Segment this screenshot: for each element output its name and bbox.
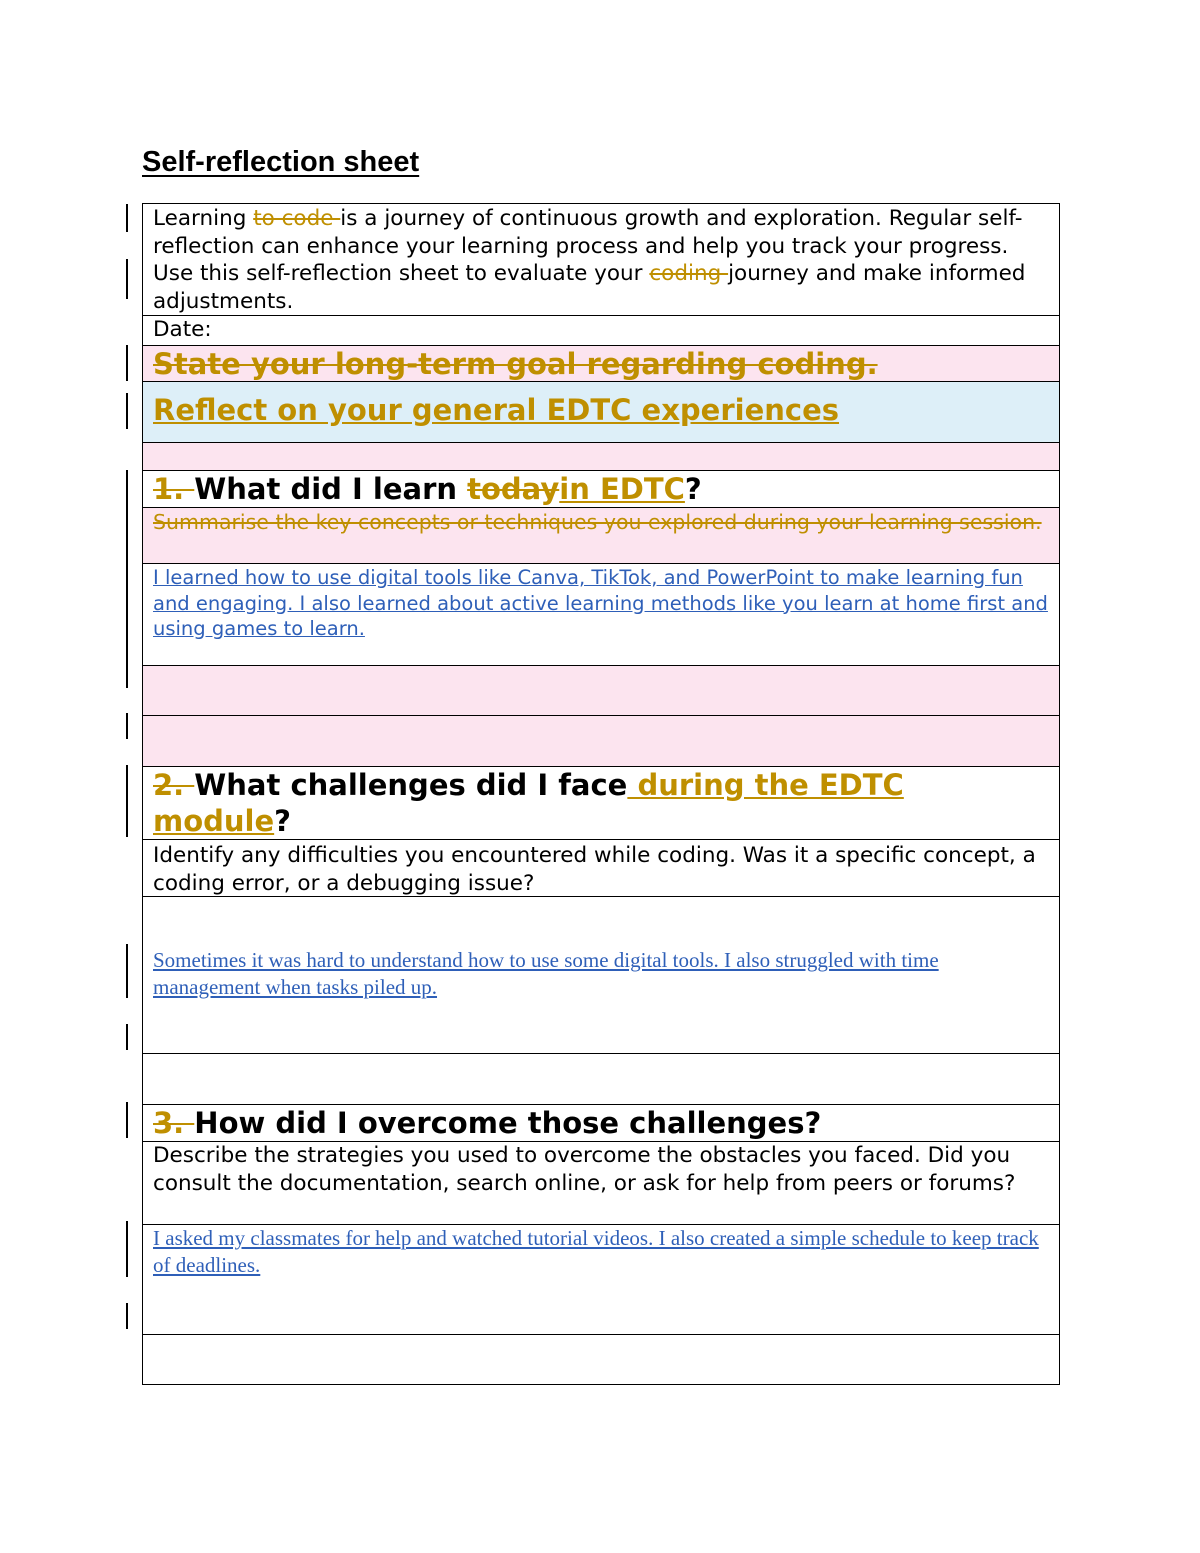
q3-answer: I asked my classmates for help and watched tutorial videos. I also created a simple schedule to keep track of deadlines. bbox=[153, 1226, 1039, 1277]
empty-cell bbox=[143, 443, 1059, 471]
reflect-heading-cell bbox=[143, 382, 1059, 443]
q2-prompt-cell bbox=[143, 840, 1059, 897]
q1-answer-cell[interactable] bbox=[143, 564, 1059, 666]
q2-prompt: Identify any difficulties you encountered while coding. Was it a specific concept, a coding error, or a debugging issue? bbox=[153, 843, 1036, 896]
change-bar bbox=[126, 393, 128, 429]
intro-deleted-text: coding bbox=[649, 261, 729, 286]
q1-heading-cell bbox=[143, 471, 1059, 508]
change-bar bbox=[126, 204, 128, 232]
empty-cell bbox=[143, 716, 1059, 767]
q1-end: ? bbox=[684, 472, 702, 506]
q3-prompt: Describe the strategies you used to overcome the obstacles you faced. Did you consult the documentation, search online, or ask for help from peers or forums? bbox=[153, 1143, 1016, 1196]
q2-number: 2. bbox=[153, 768, 195, 802]
q1-prompt: Summarise the key concepts or techniques you explored during your learning session. bbox=[153, 510, 1042, 534]
change-bar bbox=[126, 1102, 128, 1138]
q2-end: ? bbox=[274, 804, 291, 838]
q3-number: 3. bbox=[153, 1106, 195, 1140]
intro-text: journey and make informed adjustments. bbox=[153, 261, 1026, 314]
q2-text: What challenges did I face bbox=[194, 768, 628, 802]
change-bar bbox=[126, 765, 128, 837]
q3-text: How did I overcome those challenges? bbox=[194, 1106, 822, 1140]
reflection-table bbox=[142, 203, 1060, 1385]
change-bar bbox=[126, 1024, 128, 1050]
q3-heading-cell bbox=[143, 1105, 1059, 1142]
q3-prompt-cell bbox=[143, 1142, 1059, 1225]
page-title: Self-reflection sheet bbox=[142, 146, 420, 178]
intro-text: Learning bbox=[153, 206, 254, 231]
empty-cell bbox=[143, 1054, 1059, 1105]
reflect-heading: Reflect on your general EDTC experiences bbox=[153, 393, 840, 427]
q3-answer-cell[interactable] bbox=[143, 1225, 1059, 1335]
empty-cell bbox=[143, 666, 1059, 716]
goal-heading: State your long-term goal regarding coding. bbox=[153, 347, 878, 381]
q1-deleted-text: today bbox=[467, 472, 560, 506]
q1-number: 1. bbox=[153, 472, 195, 506]
change-bar bbox=[126, 1303, 128, 1329]
empty-cell bbox=[143, 1335, 1059, 1385]
intro-cell bbox=[143, 204, 1059, 316]
change-bar bbox=[126, 345, 128, 381]
change-bar bbox=[126, 470, 128, 688]
date-cell[interactable] bbox=[143, 316, 1059, 346]
q1-answer: I learned how to use digital tools like Canva, TikTok, and PowerPoint to make learning fun and engaging. I also learned about active learning methods like you learn at home first and using games to learn. bbox=[153, 566, 1048, 640]
change-bar bbox=[126, 1221, 128, 1277]
change-bar bbox=[126, 944, 128, 998]
q2-answer-cell[interactable] bbox=[143, 897, 1059, 1054]
q2-answer: Sometimes it was hard to understand how to use some digital tools. I also struggled with time management when tasks piled up. bbox=[153, 948, 939, 999]
change-bar bbox=[126, 713, 128, 739]
date-label: Date: bbox=[153, 317, 212, 342]
intro-deleted-text: to code bbox=[253, 206, 341, 231]
q1-prompt-cell bbox=[143, 508, 1059, 564]
q1-inserted-text: in EDTC bbox=[559, 472, 685, 506]
q2-inserted-text: during the EDTC module bbox=[153, 768, 904, 838]
change-bar bbox=[126, 259, 128, 299]
q2-heading-cell bbox=[143, 767, 1059, 840]
q1-text: What did I learn bbox=[194, 472, 468, 506]
intro-text: is a journey of continuous growth and exploration. Regular self-reflection can enhance your learning process and help you track your progress. Use this self-reflection sheet to evaluate your bbox=[153, 206, 1023, 286]
goal-cell bbox=[143, 346, 1059, 382]
